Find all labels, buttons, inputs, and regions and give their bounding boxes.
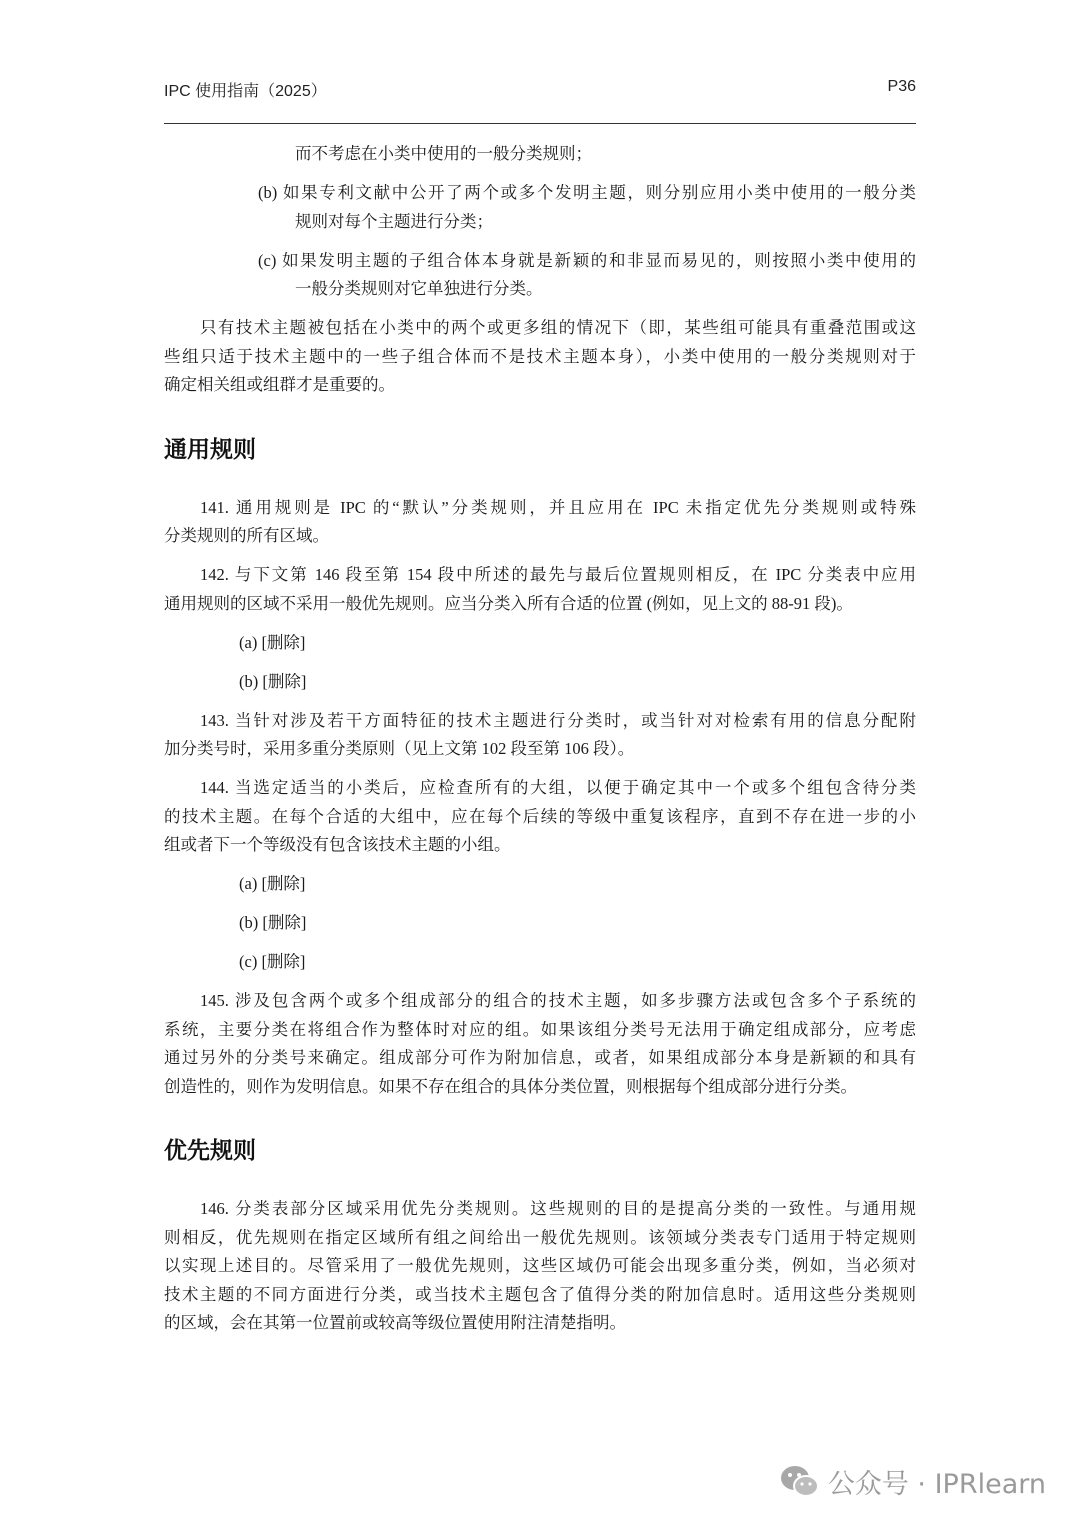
text-line: 只有技术主题被包括在小类中的两个或更多组的情况下（即，某些组可能具有重叠范围或这	[200, 318, 916, 337]
paragraph	[164, 314, 916, 400]
header-divider	[164, 123, 916, 124]
list-item	[164, 629, 916, 658]
running-header-title: IPC 使用指南（2025）	[164, 83, 327, 100]
text-line: (a) [删除]	[239, 874, 306, 893]
document-body	[164, 140, 916, 1338]
text-line: 分类规则的所有区域。	[164, 526, 329, 545]
text-line: 而不考虑在小类中使用的一般分类规则；	[295, 144, 592, 163]
text-line: 通用规则的区域不采用一般优先规则。应当分类入所有合适的位置 (例如，见上文的 88-91 段)。	[164, 593, 853, 613]
text-line: 146. 分类表部分区域采用优先分类规则。这些规则的目的是提高分类的一致性。与通用规	[200, 1199, 916, 1218]
text-line: 系统，主要分类在将组合作为整体时对应的组。如果该组分类号无法用于确定组成部分，应考虑	[164, 1019, 916, 1039]
text-line: (c) [删除]	[239, 952, 306, 971]
text-line: (a) [删除]	[239, 632, 306, 652]
text-line: 142. 与下文第 146 段至第 154 段中所述的最先与最后位置规则相反，在 IPC 分类表中应用	[200, 565, 916, 584]
paragraph	[164, 561, 916, 618]
list-item	[164, 179, 916, 236]
wechat-icon	[780, 1464, 820, 1500]
text-line: 一般分类规则对它单独进行分类。	[295, 279, 543, 298]
text-line: 则相反，优先规则在指定区域所有组之间给出一般优先规则。该领域分类表专门适用于特定规则	[164, 1227, 916, 1247]
list-item	[164, 870, 916, 899]
paragraph	[164, 707, 916, 764]
text-line: 些组只适于技术主题中的一些子组合体而不是技术主题本身），小类中使用的一般分类规则对于	[164, 346, 916, 366]
text-line: 规则对每个主题进行分类；	[295, 211, 493, 231]
list-item	[164, 668, 916, 697]
text-line: (b) [删除]	[239, 913, 307, 932]
paragraph	[164, 987, 916, 1101]
list-item	[164, 247, 916, 304]
text-line: 的区域，会在其第一位置前或较高等级位置使用附注清楚指明。	[164, 1313, 626, 1332]
paragraph	[164, 1195, 916, 1338]
text-line: (b) [删除]	[239, 671, 307, 691]
text-line: 141. 通用规则是 IPC 的“默认”分类规则，并且应用在 IPC 未指定优先分类规则或特殊	[200, 497, 916, 517]
page-number: P36	[887, 78, 916, 95]
section-heading: 优先规则	[164, 1138, 256, 1164]
text-line: (b) 如果专利文献中公开了两个或多个发明主题，则分别应用小类中使用的一般分类	[258, 183, 916, 202]
watermark	[780, 1462, 1046, 1501]
text-line: 143. 当针对涉及若干方面特征的技术主题进行分类时，或当针对对检索有用的信息分配附	[200, 710, 916, 730]
list-item	[164, 140, 916, 169]
text-line: 确定相关组或组群才是重要的。	[164, 375, 395, 394]
list-item	[164, 948, 916, 977]
watermark-text: 公众号 · IPRlearn	[827, 1469, 1046, 1500]
paragraph	[164, 774, 916, 860]
text-line: 通过另外的分类号来确定。组成部分可作为附加信息，或者，如果组成部分本身是新颖的和具有	[164, 1048, 916, 1067]
text-line: 的技术主题。在每个合适的大组中，应在每个后续的等级中重复该程序，直到不存在进一步的小	[164, 806, 916, 826]
text-line: 加分类号时，采用多重分类原则（见上文第 102 段至第 106 段）。	[164, 739, 635, 758]
text-line: 145. 涉及包含两个或多个组成部分的组合的技术主题，如多步骤方法或包含多个子系统的	[200, 991, 916, 1010]
list-item	[164, 909, 916, 938]
text-line: 组或者下一个等级没有包含该技术主题的小组。	[164, 835, 511, 854]
text-line: 创造性的，则作为发明信息。如果不存在组合的具体分类位置，则根据每个组成部分进行分类。	[164, 1076, 857, 1096]
text-line: (c) 如果发明主题的子组合体本身就是新颖的和非显而易见的，则按照小类中使用的	[258, 250, 916, 270]
text-line: 以实现上述目的。尽管采用了一般优先规则，这些区域仍可能会出现多重分类，例如，当必须对	[164, 1256, 916, 1275]
paragraph	[164, 494, 916, 551]
section-heading: 通用规则	[164, 436, 256, 463]
text-line: 144. 当选定适当的小类后，应检查所有的大组，以便于确定其中一个或多个组包含待分类	[200, 778, 916, 797]
text-line: 技术主题的不同方面进行分类，或当技术主题包含了值得分类的附加信息时。适用这些分类规则	[164, 1284, 916, 1304]
